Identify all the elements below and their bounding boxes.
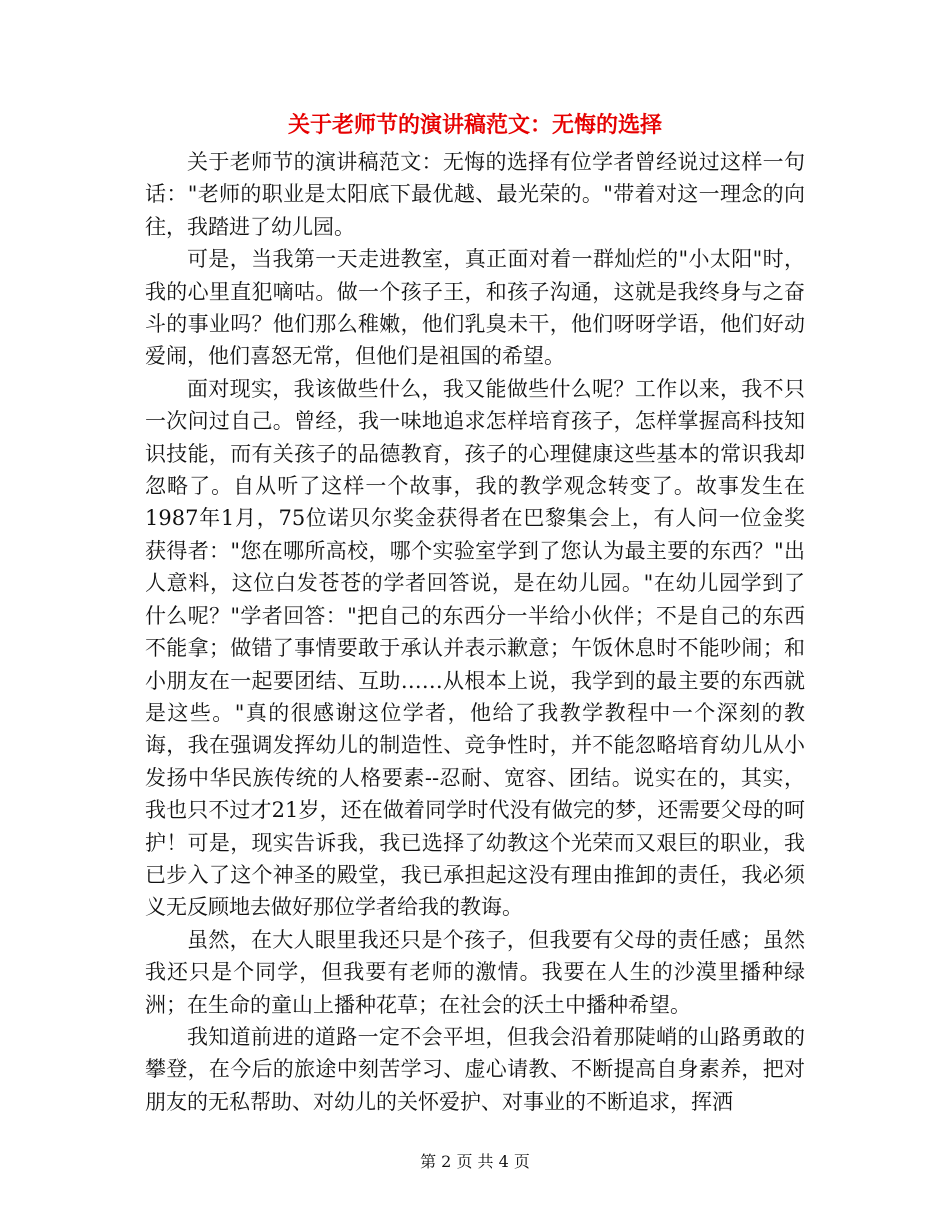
- document-title: 关于老师节的演讲稿范文：无悔的选择: [287, 112, 662, 138]
- paragraph-2: 可是，当我第一天走进教室，真正面对着一群灿烂的"小太阳"时，我的心里直犯嘀咕。做一个孩子王，和孩子沟通，这就是我终身与之奋斗的事业吗？他们那么稚嫩，他们乳臭未干，他们呀呀学语，他们好动爱闹，他们喜怒无常，但他们是祖国的希望。: [145, 247, 805, 369]
- page-footer: 第 2 页 共 4 页: [420, 1152, 530, 1171]
- paragraph-3: 面对现实，我该做些什么，我又能做些什么呢？工作以来，我不只一次问过自己。曾经，我一味地追求怎样培育孩子，怎样掌握高科技知识技能，而有关孩子的品德教育，孩子的心理健康这些基本的常识我却忽略了。自从听了这样一个故事，我的教学观念转变了。故事发生在1987年1月，75位诺贝尔奖金获得者在巴黎集会上，有人问一位金奖获得者："您在哪所高校，哪个实验室学到了您认为最主要的东西？"出人意料，这位白发苍苍的学者回答说，是在幼儿园。"在幼儿园学到了什么呢？"学者回答："把自己的东西分一半给小伙伴；不是自己的东西不能拿；做错了事情要敢于承认并表示歉意；午饭休息时不能吵闹；和小朋友在一起要团结、互助……从根本上说，我学到的最主要的东西就是这些。"真的很感谢这位学者，他给了我教学教程中一个深刻的教诲，我在强调发挥幼儿的制造性、竞争性时，并不能忽略培育幼儿从小发扬中华民族传统的人格要素--忍耐、宽容、团结。说实在的，其实，我也只不过才21岁，还在做着同学时代没有做完的梦，还需要父母的呵护！可是，现实告诉我，我已选择了幼教这个光荣而又艰巨的职业，我已步入了这个神圣的殿堂，我已承担起这没有理由推卸的责任，我必须义无反顾地去做好那位学者给我的教诲。: [145, 376, 805, 920]
- paragraph-1: 关于老师节的演讲稿范文：无悔的选择有位学者曾经说过这样一句话："老师的职业是太阳底下最优越、最光荣的。"带着对这一理念的向往，我踏进了幼儿园。: [145, 150, 805, 239]
- paragraph-5: 我知道前进的道路一定不会平坦，但我会沿着那陡峭的山路勇敢的攀登，在今后的旅途中刻苦学习、虚心请教、不断提高自身素养，把对朋友的无私帮助、对幼儿的关怀爱护、对事业的不断追求，挥洒: [145, 1024, 805, 1114]
- paragraph-4: 虽然，在大人眼里我还只是个孩子，但我要有父母的责任感；虽然我还只是个同学，但我要有老师的激情。我要在人生的沙漠里播种绿洲；在生命的童山上播种花草；在社会的沃土中播种希望。: [145, 927, 805, 1017]
- document-body: [145, 146, 805, 1118]
